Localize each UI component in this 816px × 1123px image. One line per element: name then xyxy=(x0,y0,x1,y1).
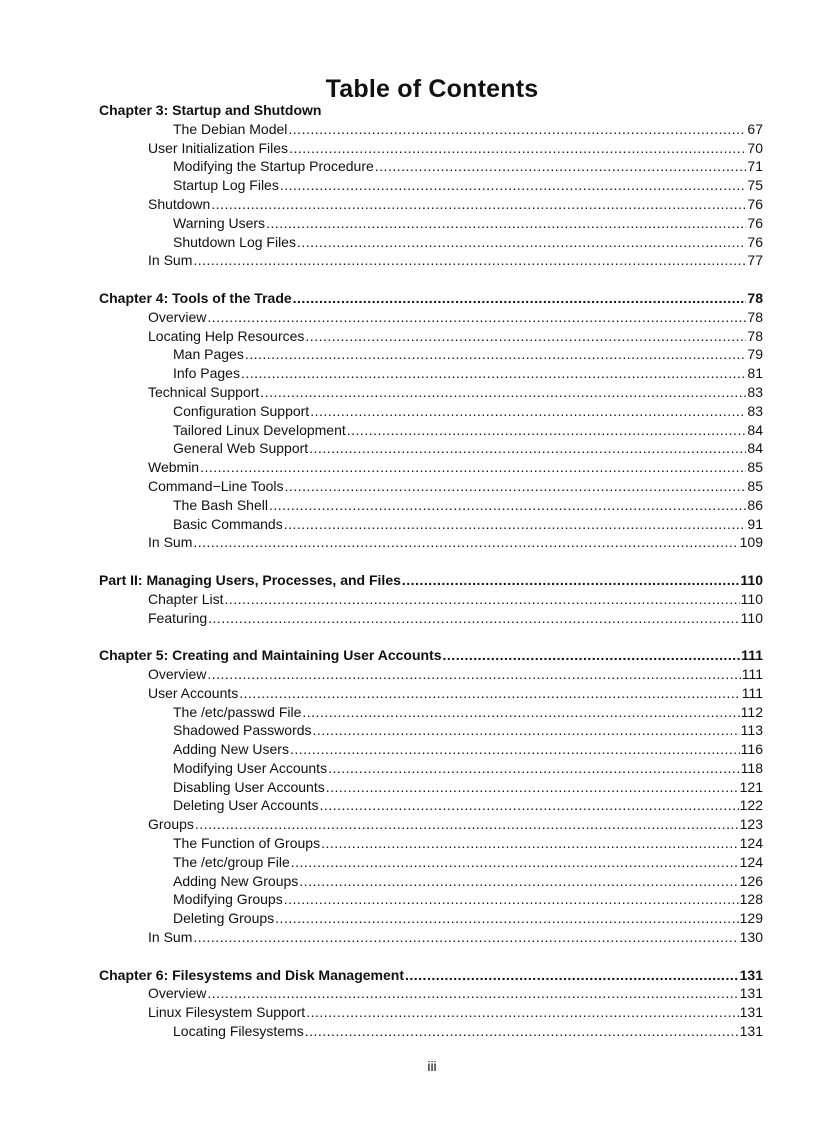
toc-page-number: 124 xyxy=(739,853,763,870)
toc-page-number: 83 xyxy=(747,402,763,419)
toc-page-number: 116 xyxy=(740,741,763,758)
dot-leader xyxy=(208,609,740,628)
toc-page-number: 85 xyxy=(747,477,763,494)
toc-entry-label: Chapter 5: Creating and Maintaining User Accounts xyxy=(99,647,442,664)
dot-leader xyxy=(269,496,746,515)
toc-entry-label: The Function of Groups xyxy=(173,835,321,852)
toc-entry[interactable] xyxy=(99,120,763,139)
toc-entry-label: Linux Filesystem Support xyxy=(148,1004,306,1021)
toc-page-number: 78 xyxy=(747,289,763,306)
toc-page-number: 76 xyxy=(747,214,763,231)
toc-entry-label: Deleting User Accounts xyxy=(173,797,319,814)
toc-page-number: 111 xyxy=(741,684,763,701)
dot-leader xyxy=(310,402,746,421)
dot-leader xyxy=(302,703,739,722)
toc-page-number: 75 xyxy=(747,177,763,194)
toc-entry-label: Part II: Managing Users, Processes, and Files xyxy=(99,571,401,588)
toc-page-number: 131 xyxy=(739,1023,763,1040)
toc-entry-label: Disabling User Accounts xyxy=(173,778,325,795)
toc-page-number: 110 xyxy=(740,571,763,588)
toc-entry[interactable] xyxy=(99,176,763,195)
toc-heading[interactable] xyxy=(99,571,763,590)
section-gap xyxy=(99,270,763,289)
dot-leader xyxy=(375,157,747,176)
toc-entry-label: Command−Line Tools xyxy=(148,477,284,494)
toc-page-number: 84 xyxy=(747,421,763,438)
toc-entry[interactable] xyxy=(99,345,763,364)
toc-entry-label: Overview xyxy=(148,985,207,1002)
toc-entry[interactable] xyxy=(99,853,763,872)
toc-entry[interactable] xyxy=(99,928,763,947)
toc-entry-label: Groups xyxy=(148,816,194,833)
toc-entry-label: Warning Users xyxy=(173,214,266,231)
toc-entry-label: The /etc/group File xyxy=(173,853,290,870)
toc-entry[interactable] xyxy=(99,1022,763,1041)
dot-leader xyxy=(239,684,740,703)
toc-entry[interactable] xyxy=(99,233,763,252)
toc-entry[interactable] xyxy=(99,515,763,534)
dot-leader xyxy=(305,327,746,346)
toc-entry[interactable] xyxy=(99,721,763,740)
toc-page-number: 128 xyxy=(739,891,763,908)
toc-entry[interactable] xyxy=(99,759,763,778)
dot-leader xyxy=(275,909,738,928)
toc-page-number: 81 xyxy=(747,365,763,382)
toc-entry[interactable] xyxy=(99,796,763,815)
toc-entry-label: Technical Support xyxy=(148,383,260,400)
dot-leader xyxy=(305,1022,739,1041)
toc-entry[interactable] xyxy=(99,872,763,891)
toc-entry-label: User Initialization Files xyxy=(148,139,289,156)
toc-page-number: 83 xyxy=(747,383,763,400)
dot-leader xyxy=(443,646,741,665)
toc-entry[interactable] xyxy=(99,496,763,515)
toc-entry-label: Chapter 3: Startup and Shutdown xyxy=(99,102,322,118)
dot-leader xyxy=(280,176,747,195)
toc-page-number: 110 xyxy=(740,609,763,626)
toc-entry-label: Modifying User Accounts xyxy=(173,759,328,776)
toc-entry[interactable] xyxy=(99,139,763,158)
dot-leader xyxy=(313,721,740,740)
toc-entry-label: Chapter 6: Filesystems and Disk Management xyxy=(99,966,404,983)
toc-entry[interactable] xyxy=(99,327,763,346)
toc-page-number: 84 xyxy=(747,440,763,457)
toc-entry[interactable] xyxy=(99,439,763,458)
toc-page-number: 122 xyxy=(739,797,763,814)
toc-entry-label: Chapter 4: Tools of the Trade xyxy=(99,289,292,306)
toc-heading[interactable] xyxy=(99,289,763,308)
dot-leader xyxy=(306,1003,738,1022)
toc-entry-label: In Sum xyxy=(148,534,193,551)
toc-entry-label: Shutdown Log Files xyxy=(173,233,296,250)
toc-page-number: 109 xyxy=(739,534,763,551)
dot-leader xyxy=(320,796,739,815)
toc-entry-label: General Web Support xyxy=(173,440,309,457)
dot-leader xyxy=(321,834,739,853)
dot-leader xyxy=(207,984,738,1003)
toc-entry-label: Chapter List xyxy=(148,590,224,607)
toc-page-number: 130 xyxy=(739,929,763,946)
toc-page-number: 110 xyxy=(740,590,763,607)
toc-entry-label: In Sum xyxy=(148,929,193,946)
toc-page-number: 76 xyxy=(747,233,763,250)
dot-leader xyxy=(211,195,746,214)
toc-entry-label: User Accounts xyxy=(148,684,239,701)
dot-leader xyxy=(405,966,739,985)
toc-entry[interactable] xyxy=(99,740,763,759)
toc-entry-label: Featuring xyxy=(148,609,208,626)
dot-leader xyxy=(207,665,740,684)
toc-entry[interactable] xyxy=(99,684,763,703)
toc-entry-label: Tailored Linux Development xyxy=(173,421,346,438)
dot-leader xyxy=(299,872,738,891)
toc-entry-label: The /etc/passwd File xyxy=(173,703,302,720)
toc-page-number: 131 xyxy=(739,1004,763,1021)
dot-leader xyxy=(200,458,746,477)
toc-page-number: 129 xyxy=(739,910,763,927)
toc-entry-label: Overview xyxy=(148,665,207,682)
toc-entry-label: Webmin xyxy=(148,459,200,476)
dot-leader xyxy=(402,571,740,590)
dot-leader xyxy=(290,740,740,759)
toc-entry[interactable] xyxy=(99,984,763,1003)
dot-leader xyxy=(207,308,746,327)
toc-entry[interactable] xyxy=(99,214,763,233)
toc-page-number: 86 xyxy=(747,496,763,513)
toc-entry[interactable] xyxy=(99,458,763,477)
toc-page-number: 113 xyxy=(740,722,763,739)
toc-page-number: 78 xyxy=(747,308,763,325)
toc-page-number: 70 xyxy=(747,139,763,156)
toc-entry[interactable] xyxy=(99,477,763,496)
section-gap xyxy=(99,947,763,966)
dot-leader xyxy=(309,439,746,458)
toc-entry[interactable] xyxy=(99,533,763,552)
toc-entry-label: Shadowed Passwords xyxy=(173,722,312,739)
toc-entry-label: Locating Help Resources xyxy=(148,327,305,344)
toc-heading[interactable] xyxy=(99,966,763,985)
toc-entry-label: Adding New Groups xyxy=(173,872,299,889)
dot-leader xyxy=(245,345,747,364)
section-gap xyxy=(99,552,763,571)
dot-leader xyxy=(284,890,739,909)
dot-leader xyxy=(326,778,739,797)
toc-heading[interactable] xyxy=(99,646,763,665)
dot-leader xyxy=(193,533,738,552)
toc-page-number: 76 xyxy=(747,195,763,212)
dot-leader xyxy=(347,421,747,440)
toc-entry[interactable] xyxy=(99,815,763,834)
toc-entry-label: The Debian Model xyxy=(173,120,288,137)
toc-entry-label: Configuration Support xyxy=(173,402,310,419)
toc-page-number: 67 xyxy=(747,120,763,137)
toc-entry[interactable] xyxy=(99,402,763,421)
toc-page-number: 85 xyxy=(747,459,763,476)
table-of-contents xyxy=(99,101,763,1041)
page-number: iii xyxy=(427,1058,437,1074)
toc-entry[interactable] xyxy=(99,609,763,628)
toc-page-number: 79 xyxy=(747,346,763,363)
toc-entry[interactable] xyxy=(99,383,763,402)
dot-leader xyxy=(291,853,739,872)
dot-leader xyxy=(297,233,746,252)
dot-leader xyxy=(195,815,739,834)
dot-leader xyxy=(288,120,746,139)
section-gap xyxy=(99,627,763,646)
toc-entry[interactable] xyxy=(99,195,763,214)
toc-entry-label: Deleting Groups xyxy=(173,910,275,927)
toc-entry[interactable] xyxy=(99,590,763,609)
toc-entry-label: Adding New Users xyxy=(173,741,289,758)
dot-leader xyxy=(284,515,747,534)
dot-leader xyxy=(224,590,739,609)
toc-entry-label: The Bash Shell xyxy=(173,496,268,513)
toc-entry[interactable] xyxy=(99,364,763,383)
toc-entry[interactable] xyxy=(99,834,763,853)
toc-entry-label: Locating Filesystems xyxy=(173,1023,304,1040)
toc-page-number: 71 xyxy=(747,158,763,175)
toc-entry[interactable] xyxy=(99,157,763,176)
toc-entry-label: In Sum xyxy=(148,252,193,269)
toc-page-number: 123 xyxy=(739,816,763,833)
toc-page-number: 77 xyxy=(747,252,763,269)
toc-entry-label: Basic Commands xyxy=(173,515,283,532)
toc-entry[interactable] xyxy=(99,665,763,684)
toc-page-number: 131 xyxy=(739,985,763,1002)
toc-page-number: 78 xyxy=(747,327,763,344)
dot-leader xyxy=(266,214,746,233)
toc-entry-label: Overview xyxy=(148,308,207,325)
toc-page-number: 124 xyxy=(739,835,763,852)
dot-leader xyxy=(193,928,738,947)
dot-leader xyxy=(260,383,746,402)
dot-leader xyxy=(241,364,746,383)
toc-entry-label: Startup Log Files xyxy=(173,177,279,194)
dot-leader xyxy=(193,251,746,270)
toc-entry[interactable] xyxy=(99,778,763,797)
toc-entry[interactable] xyxy=(99,251,763,270)
toc-entry[interactable] xyxy=(99,421,763,440)
page-title: Table of Contents xyxy=(325,74,539,103)
toc-page-number: 112 xyxy=(740,703,763,720)
toc-entry-label: Modifying Groups xyxy=(173,891,283,908)
toc-page-number: 121 xyxy=(739,778,763,795)
toc-entry[interactable] xyxy=(99,1003,763,1022)
dot-leader xyxy=(293,289,747,308)
toc-entry-label: Modifying the Startup Procedure xyxy=(173,158,374,175)
toc-entry-label: Shutdown xyxy=(148,195,211,212)
dot-leader xyxy=(289,139,746,158)
toc-entry-label: Info Pages xyxy=(173,365,240,382)
toc-page-number: 111 xyxy=(741,647,763,664)
toc-entry[interactable] xyxy=(99,703,763,722)
toc-page-number: 111 xyxy=(741,665,763,682)
toc-entry[interactable] xyxy=(99,890,763,909)
toc-entry[interactable] xyxy=(99,308,763,327)
toc-heading[interactable] xyxy=(99,101,763,120)
toc-entry[interactable] xyxy=(99,909,763,928)
toc-page-number: 131 xyxy=(739,966,763,983)
dot-leader xyxy=(328,759,740,778)
toc-entry-label: Man Pages xyxy=(173,346,244,363)
dot-leader xyxy=(285,477,747,496)
toc-page-number: 118 xyxy=(740,759,763,776)
toc-page-number: 91 xyxy=(747,515,763,532)
toc-page-number: 126 xyxy=(739,872,763,889)
